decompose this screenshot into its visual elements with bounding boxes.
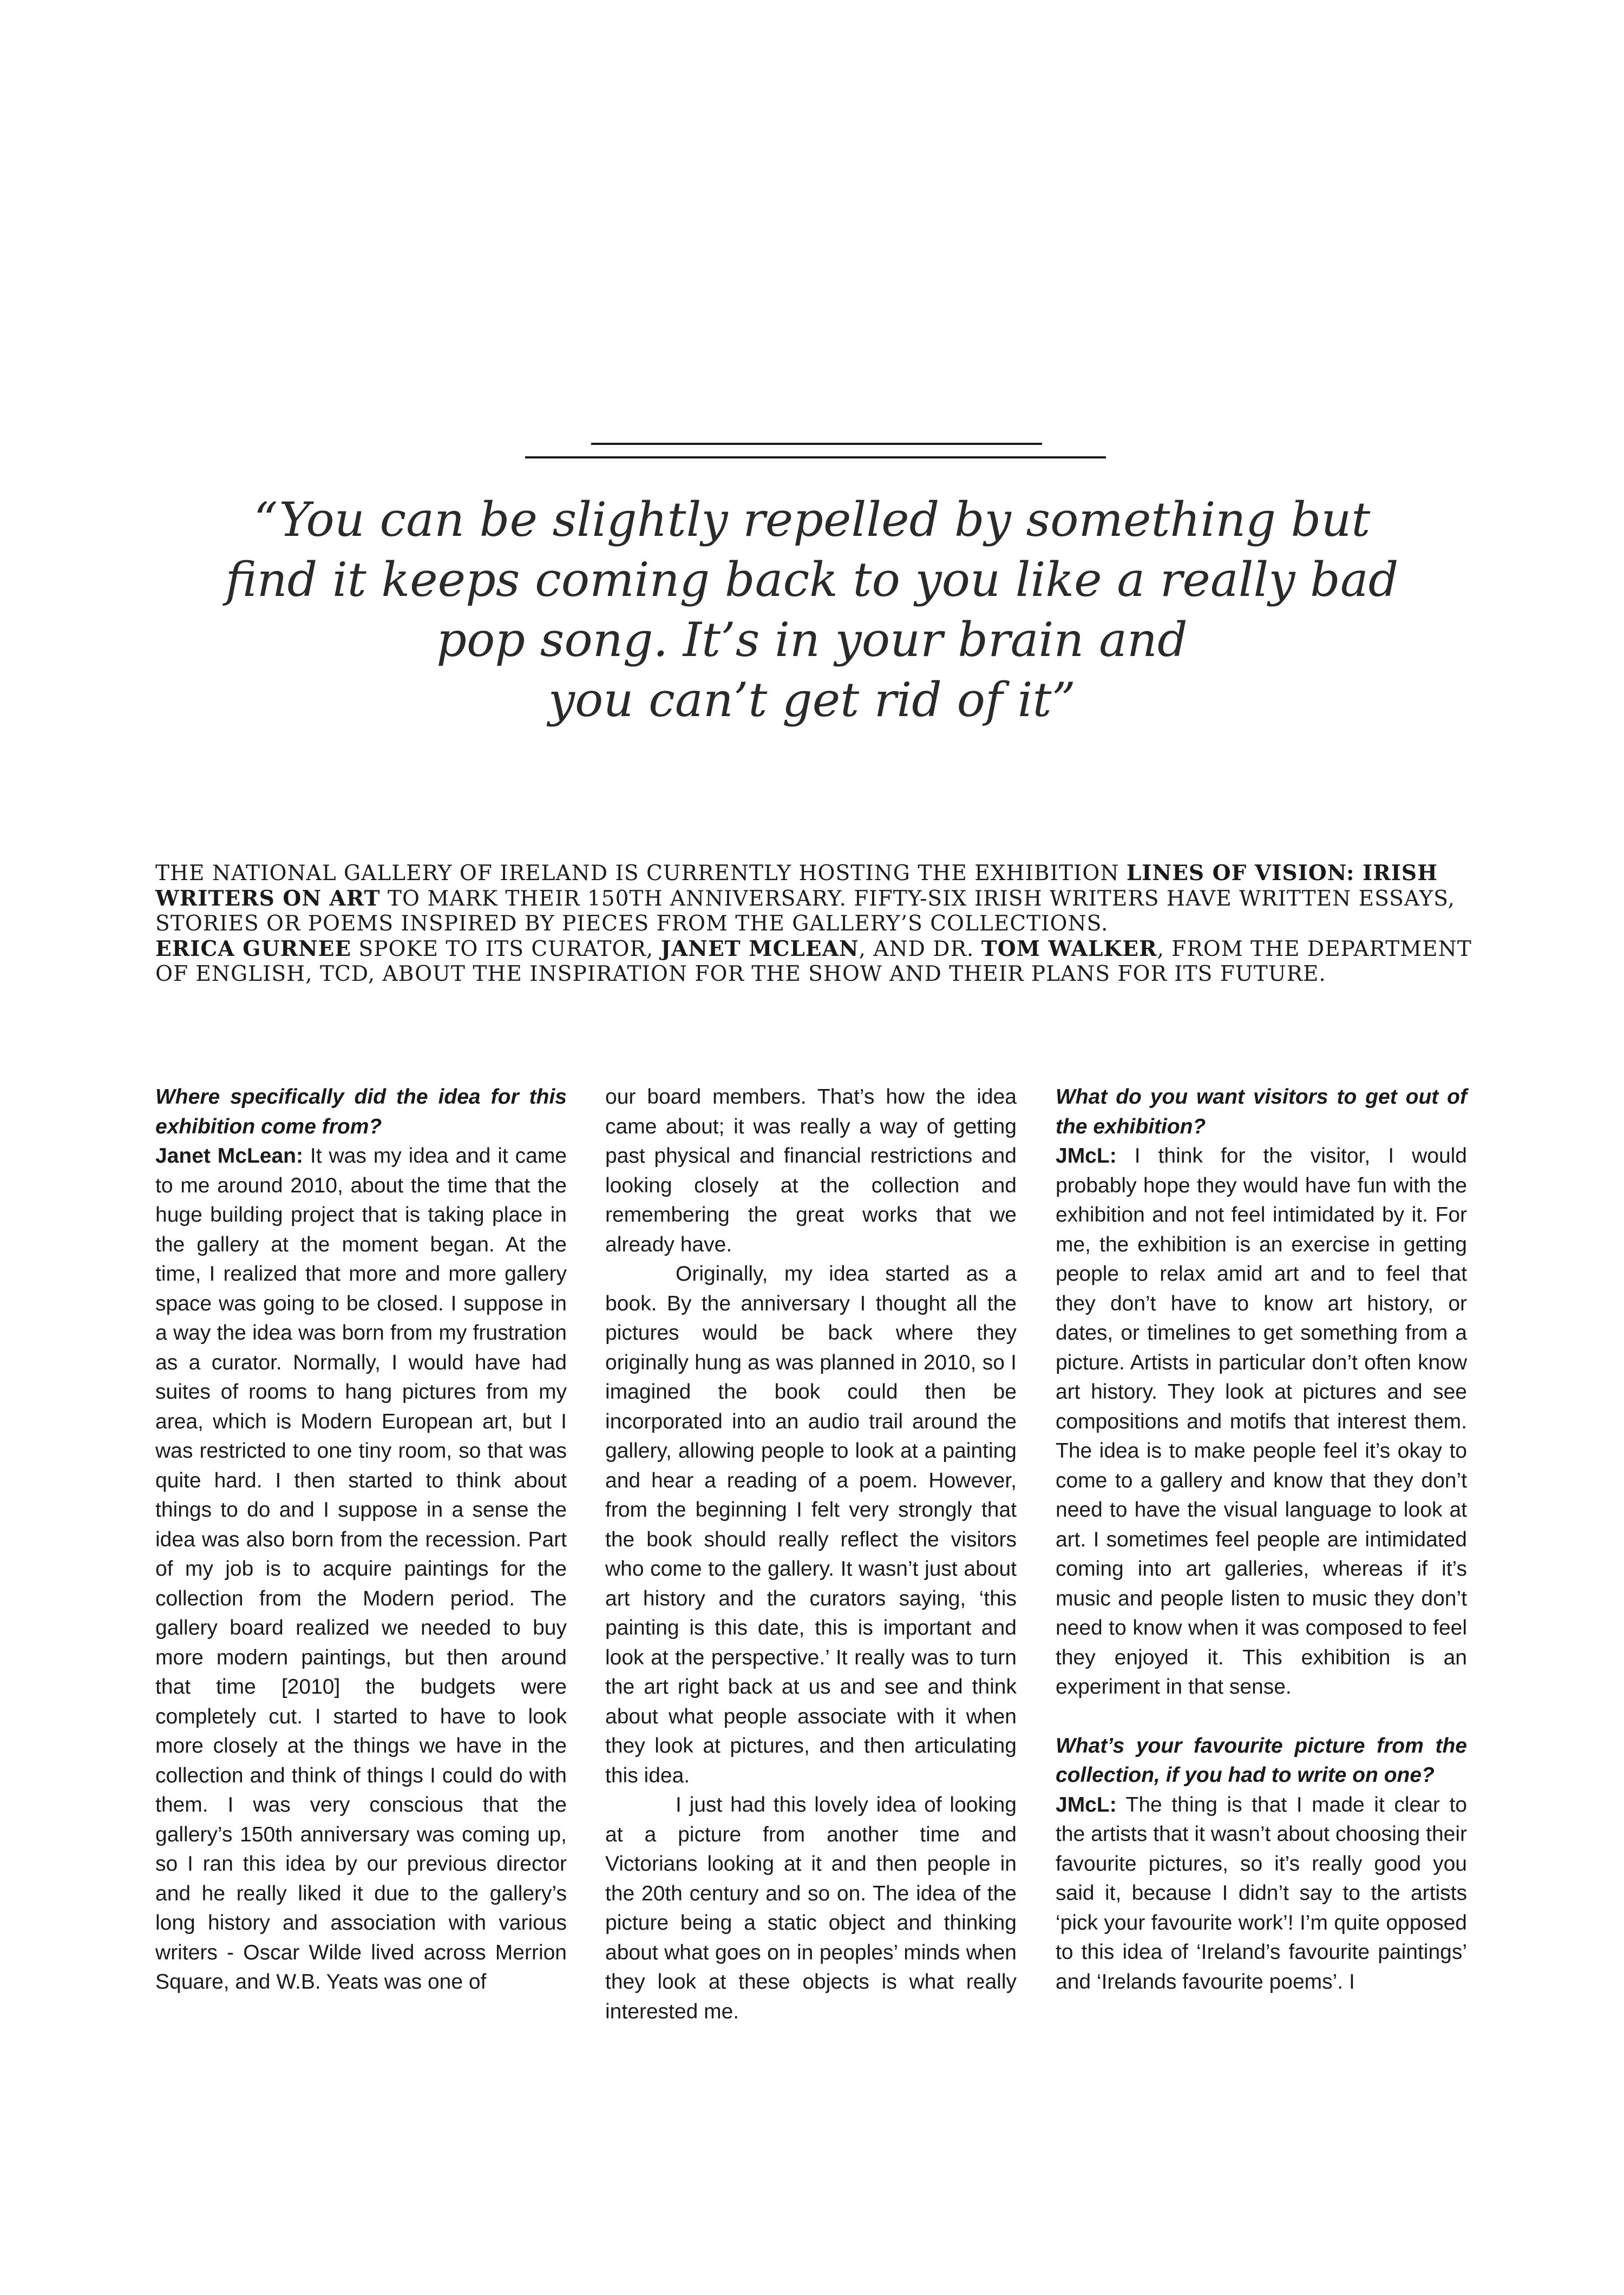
author-name: ERICA GURNEE (155, 936, 352, 961)
decorative-rule (525, 456, 1106, 458)
pull-quote-line: pop song. It’s in your brain and (436, 612, 1188, 667)
interview-answer: JMcL: The thing is that I made it clear to the artists that it wasn’t about choosing their favourite pictures, so it’s really good you said it, because I didn’t say to the artists ‘pick your favourite work’! I’m quite opposed to this idea of ‘Ireland’s favourite paintings’ and ‘Irelands favourite poems’. I (1056, 1793, 1467, 1994)
speaker-label: JMcL: (1056, 1793, 1117, 1817)
speaker-label: Janet McLean: (155, 1144, 303, 1168)
curator-name: JANET MCLEAN (660, 936, 859, 961)
pull-quote-line: you can’t get rid of it” (548, 672, 1076, 727)
interview-answer: JMcL: I think for the visitor, I would probably hope they would have fun with the exhibition and not feel intimidated by it. For me, the exhibition is an exercise in getting people to relax amid art and to feel that they don’t have to know art history, or dates, or timelines to get something from a picture. Artists in particular don’t often know art history. They look at pictures and see compositions and motifs that interest them. The idea is to make people feel it’s okay to come to a gallery and know that they don’t need to have the visual language to look at art. I sometimes feel people are intimidated coming into art galleries, whereas if it’s music and people listen to music they don’t need to know when it was composed to feel they enjoyed it. This exhibition is an experiment in that sense. (1056, 1144, 1467, 1699)
pull-quote-line: “You can be slightly repelled by something but (253, 492, 1371, 547)
body-paragraph: our board members. That’s how the idea came about; it was really a way of getting past physical and financial restrictions and looking closely at the collection and remembering the great works that we already have. (605, 1085, 1017, 1256)
pull-quote (179, 490, 1445, 730)
body-paragraph: I just had this lovely idea of looking at a picture from another time and Victorians looking at it and then people in the 20th century and so on. The idea of the picture being a static object and thinking about what goes on in peoples’ minds when they look at these objects is what really interested me. (605, 1793, 1017, 2023)
interview-answer: Janet McLean: It was my idea and it came to me around 2010, about the time that the huge building project that is taking place in the gallery at the moment began. At the time, I realized that more and more gallery space was going to be closed. I suppose in a way the idea was born from my frustration as a curator. Normally, I would have had suites of rooms to hang pictures from my area, which is Modern European art, but I was restricted to one tiny room, so that was quite hard. I then started to think about things to do and I suppose in a sense the idea was also born from the recession. Part of my job is to acquire paintings for the collection from the Modern period. The gallery board realized we needed to buy more modern paintings, but then around that time [2010] the budgets were completely cut. I started to have to look more closely at the things we have in the collection and think of things I could do with them. I was very conscious that the gallery’s 150th anniversary was coming up, so I ran this idea by our previous director and he really liked it due to the gallery’s long history and association with various writers - Oscar Wilde lived across Merrion Square, and W.B. Yeats was one of (155, 1144, 567, 1994)
speaker-label: JMcL: (1056, 1144, 1117, 1168)
interview-question: Where specifically did the idea for this exhibition come from? (155, 1085, 567, 1138)
body-paragraph: Originally, my idea started as a book. By the anniversary I thought all the pictures would be back where they originally hung as was planned in 2010, so I imagined the book could then be incorporated into an audio trail around the gallery, allowing people to look at a painting and hear a reading of a poem. However, from the beginning I felt very strongly that the book should really reflect the visitors who come to the gallery. It wasn’t just about art history and the curators saying, ‘this painting is this date, this is important and look at the perspective.’ It really was to turn the art right back at us and see and think about what people associate with it when they look at pictures, and then articulating this idea. (605, 1262, 1017, 1787)
pull-quote-line: find it keeps coming back to you like a really bad (225, 552, 1399, 607)
article-column-1 (155, 1083, 567, 1997)
interviewee-name: TOM WALKER (981, 936, 1157, 961)
article-column-3 (1056, 1083, 1467, 1997)
exhibition-title: WRITERS ON ART (155, 886, 381, 911)
intro-line: THE NATIONAL GALLERY OF IRELAND IS CURRENTLY HOSTING THE EXHIBITION LINES OF VISION: IRISH (155, 861, 1438, 886)
intro-line: STORIES OR POEMS INSPIRED BY PIECES FROM THE GALLERY’S COLLECTIONS. (155, 912, 1109, 936)
exhibition-title: LINES OF VISION: IRISH (1126, 861, 1438, 886)
intro-line: WRITERS ON ART TO MARK THEIR 150TH ANNIVERSARY. FIFTY-SIX IRISH WRITERS HAVE WRITTEN ESSAYS, (155, 886, 1455, 911)
paragraph-spacer (1056, 1702, 1467, 1732)
intro-line: ERICA GURNEE SPOKE TO ITS CURATOR, JANET MCLEAN, AND DR. TOM WALKER, FROM THE DEPARTMENT (155, 936, 1472, 961)
article-intro (155, 861, 1472, 987)
intro-line: OF ENGLISH, TCD, ABOUT THE INSPIRATION FOR THE SHOW AND THEIR PLANS FOR ITS FUTURE. (155, 962, 1326, 986)
interview-question: What’s your favourite picture from the collection, if you had to write on one? (1056, 1734, 1467, 1787)
decorative-rule-top (591, 443, 1042, 445)
article-column-2 (605, 1083, 1017, 2027)
interview-question: What do you want visitors to get out of the exhibition? (1056, 1085, 1467, 1138)
